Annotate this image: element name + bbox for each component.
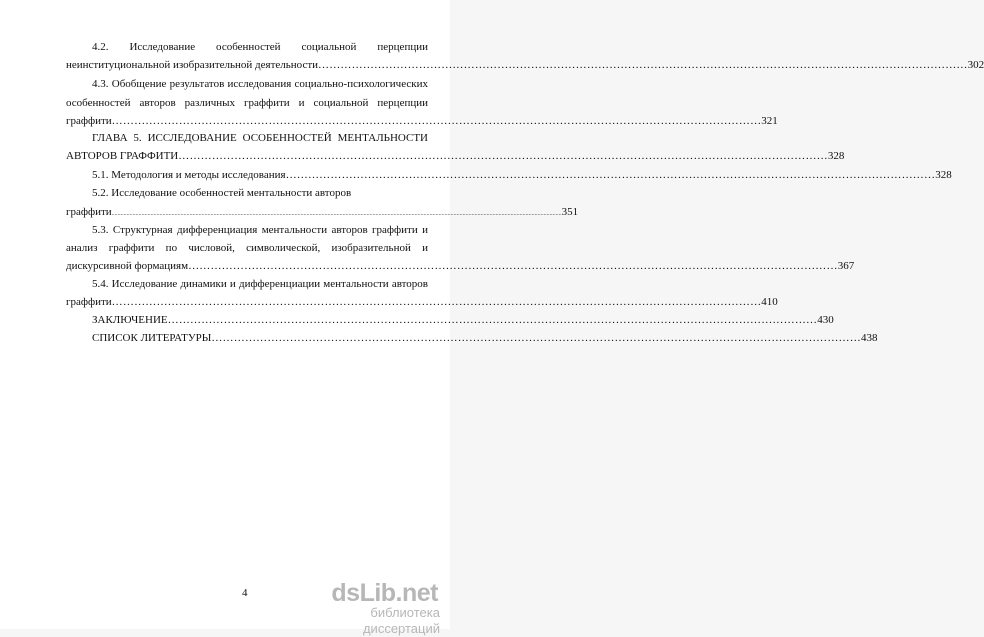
toc-entry-4-3-line-1: 4.3. Обобщение результатов исследования социально-психологических	[92, 78, 428, 90]
page-ref: 328	[827, 150, 845, 162]
toc-entry-text: СПИСОК ЛИТЕРАТУРЫ	[92, 332, 212, 344]
toc-entry-5-3-line-2: анализ граффити по числовой, символической, изобразительной и	[66, 242, 428, 254]
page-ref: 302	[967, 59, 984, 71]
toc-entry-text: граффити	[66, 115, 112, 127]
dot-leader: …………………………………………………………………………………………………………………………………………………………	[318, 59, 968, 71]
dot-leader: …………………………………………………………………………………………………………………………………………………………	[178, 150, 828, 162]
dot-leader: …………………………………………………………………………………………………………………………………………………………	[111, 296, 762, 308]
toc-entry-text: дискурсивной формациям	[66, 260, 189, 272]
dot-leader: ............................................................................................................................................................................................................................................................................................................	[111, 211, 562, 217]
dot-leader: …………………………………………………………………………………………………………………………………………………………	[188, 260, 838, 272]
page-ref: 328	[935, 169, 952, 181]
page-ref: 410	[761, 296, 778, 308]
watermark-logo: dsLib.net	[331, 579, 438, 607]
dot-leader: …………………………………………………………………………………………………………………………………………………………	[285, 169, 936, 181]
toc-bibliography	[92, 331, 878, 345]
dot-leader: …………………………………………………………………………………………………………………………………………………………	[211, 332, 861, 344]
toc-entry-text: граффити	[66, 296, 112, 308]
toc-entry-4-3-line-2: особенностей авторов различных граффити и социальной перцепции	[66, 97, 428, 109]
toc-entry-4-2-line-2	[66, 58, 984, 72]
page-ref: 430	[817, 314, 834, 326]
toc-entry-5-4-line-1: 5.4. Исследование динамики и дифференциации ментальности авторов	[92, 278, 428, 290]
page-ref: 438	[860, 332, 878, 344]
toc-entry-5-1	[92, 168, 952, 182]
toc-entry-text: АВТОРОВ ГРАФФИТИ	[66, 150, 179, 162]
toc-entry-5-3-line-1: 5.3. Структурная дифференциация ментальности авторов граффити и	[92, 224, 428, 236]
toc-entry-5-2-line-1: 5.2. Исследование особенностей ментальности авторов	[92, 187, 352, 199]
toc-conclusion	[92, 313, 834, 327]
toc-entry-4-3-line-3	[66, 114, 778, 128]
page-ref: 351	[561, 206, 579, 218]
toc-entry-5-2-line-2	[66, 205, 579, 221]
page-number: 4	[242, 587, 248, 599]
toc-entry-text: граффити	[66, 206, 112, 218]
toc-entry-text: 5.1. Методология и методы исследования	[92, 169, 286, 181]
page-ref: 321	[761, 115, 778, 127]
dot-leader: …………………………………………………………………………………………………………………………………………………………	[111, 115, 762, 127]
dot-leader: …………………………………………………………………………………………………………………………………………………………	[167, 314, 818, 326]
toc-chapter-5-line-1: ГЛАВА 5. ИССЛЕДОВАНИЕ ОСОБЕННОСТЕЙ МЕНТАЛЬНОСТИ	[92, 132, 428, 144]
watermark	[306, 581, 446, 637]
watermark-subtitle: библиотека диссертаций	[362, 605, 440, 636]
toc-entry-text: ЗАКЛЮЧЕНИЕ	[92, 314, 168, 326]
page-ref: 367	[837, 260, 855, 272]
toc-entry-5-4-line-2	[66, 295, 778, 309]
toc-entry-4-2-line-1: 4.2. Исследование особенностей социальной перцепции	[92, 41, 428, 53]
toc-chapter-5-line-2	[66, 149, 845, 163]
toc-entry-5-3-line-3	[66, 259, 855, 273]
toc-entry-text: неинституциональной изобразительной деятельности	[66, 59, 319, 71]
